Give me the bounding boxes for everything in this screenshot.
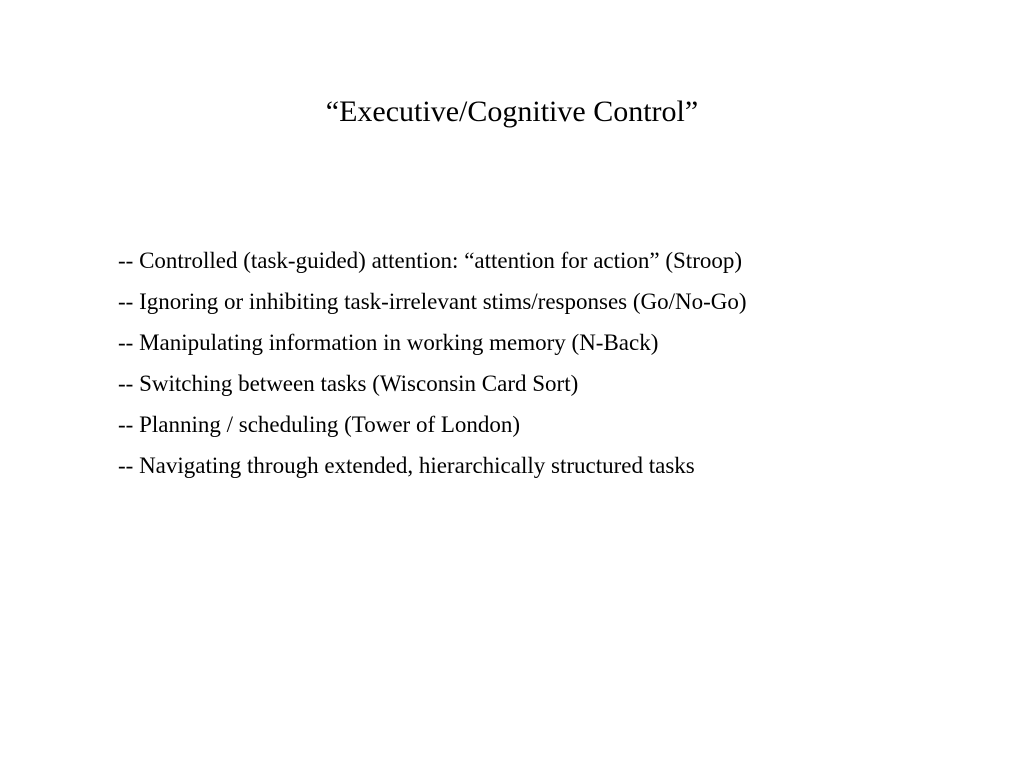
bullet-item: -- Navigating through extended, hierarchically structured tasks <box>118 453 695 478</box>
bullet-item: -- Manipulating information in working memory (N-Back) <box>118 330 659 355</box>
bullet-item: -- Switching between tasks (Wisconsin Card Sort) <box>118 371 579 396</box>
bullet-item: -- Controlled (task-guided) attention: “attention for action” (Stroop) <box>118 248 743 273</box>
bullet-item: -- Planning / scheduling (Tower of London) <box>118 412 521 437</box>
bullet-item: -- Ignoring or inhibiting task-irrelevant stims/responses (Go/No-Go) <box>118 289 747 314</box>
bullet-list <box>118 240 747 486</box>
slide-title: “Executive/Cognitive Control” <box>325 95 699 128</box>
